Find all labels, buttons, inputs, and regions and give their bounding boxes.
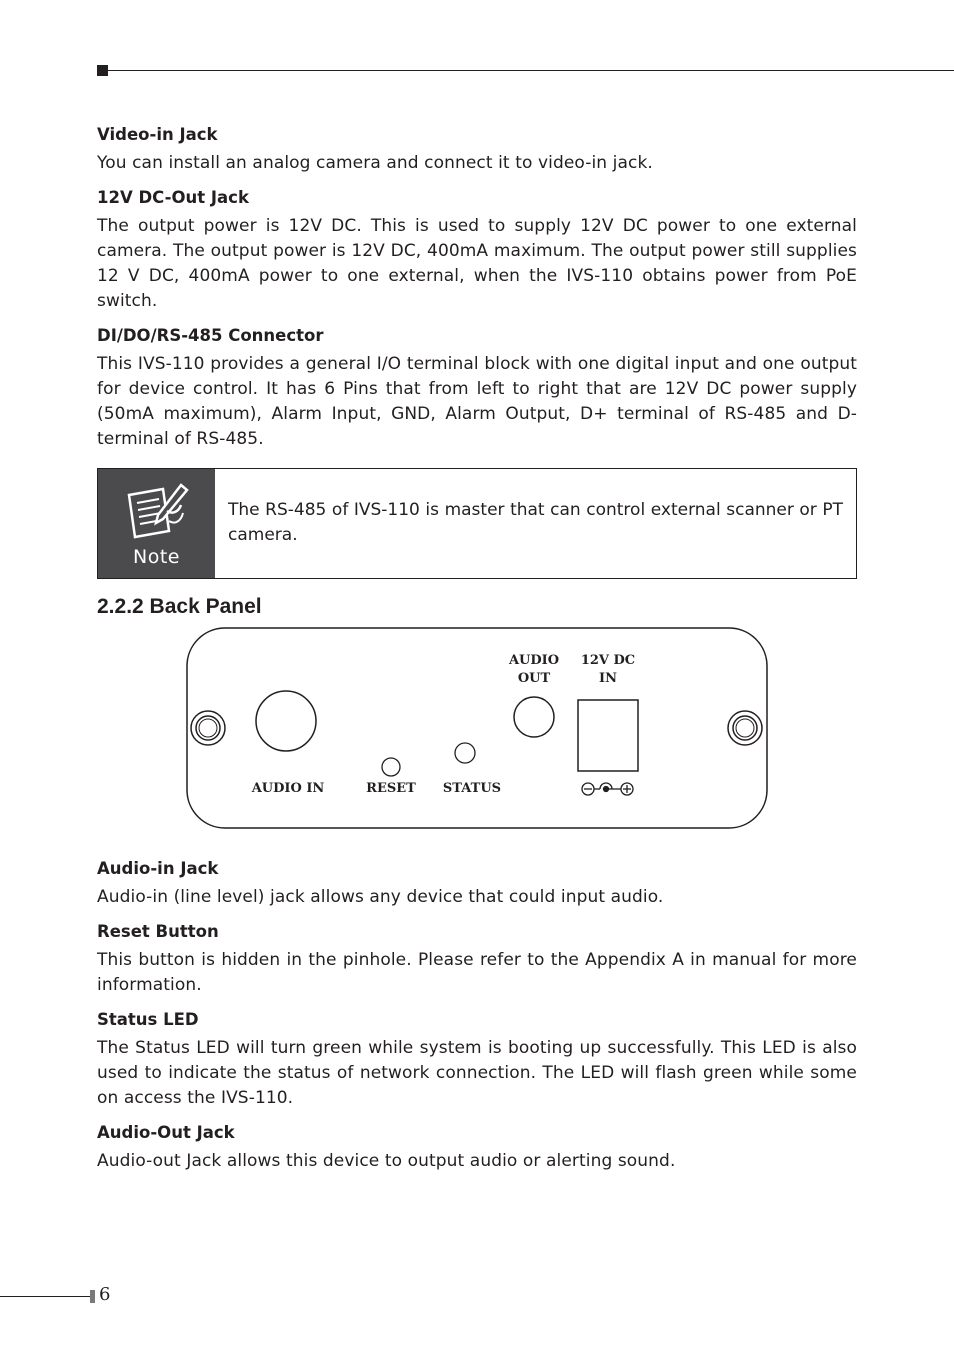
note-icon-cell (98, 469, 215, 578)
note-box (97, 468, 857, 579)
footer-rule (0, 1296, 90, 1297)
right-screw-icon (728, 711, 762, 745)
page-content (97, 122, 857, 1183)
back-panel-diagram (97, 624, 857, 842)
status-led-heading: Status LED (97, 1010, 199, 1029)
note-label: Note (133, 546, 180, 568)
back-panel-drawing (97, 624, 857, 842)
note-text: The RS-485 of IVS-110 is master that can control external scanner or PT camera. (228, 500, 843, 545)
dc-in-socket (578, 700, 638, 771)
status-led (455, 743, 475, 763)
reset-label: RESET (366, 781, 416, 796)
reset-text: This button is hidden in the pinhole. Please refer to the Appendix A in manual for more information. (97, 950, 857, 995)
back-panel-heading: 2.2.2 Back Panel (97, 595, 262, 618)
header-marker (97, 65, 108, 76)
audio-in-label: AUDIO IN (251, 781, 325, 796)
page-number: 6 (99, 1284, 111, 1305)
video-in-text: You can install an analog camera and connect it to video-in jack. (97, 153, 653, 173)
dio-heading: DI/DO/RS-485 Connector (97, 326, 324, 345)
panel-outline (187, 628, 767, 828)
audio-out-heading: Audio-Out Jack (97, 1123, 235, 1142)
dc-out-text: The output power is 12V DC. This is used to supply 12V DC power to one external camera. The output power is 12V DC, 400mA maximum. The output power still supplies 12 V DC, 400mA power to one external, when the IVS-110 obtains power from PoE switch. (97, 216, 857, 311)
dio-text: This IVS-110 provides a general I/O terminal block with one digital input and one output for device control. It has 6 Pins that from left to right that are 12V DC power supply (50mA maximum), Alarm Input, GND, Alarm Output, D+ terminal of RS-485 and D- terminal of RS-485. (97, 354, 857, 449)
audio-out-label-line2: OUT (517, 671, 551, 686)
status-label: STATUS (442, 781, 502, 796)
reset-heading: Reset Button (97, 922, 219, 941)
left-screw-icon (191, 711, 225, 745)
video-in-heading: Video-in Jack (97, 125, 218, 144)
footer-marker (90, 1290, 95, 1303)
status-led-text: The Status LED will turn green while system is booting up successfully. This LED is also used to indicate the status of network connection. The LED will flash green while some on access the IVS-110. (97, 1038, 857, 1108)
audio-out-text: Audio-out Jack allows this device to output audio or alerting sound. (97, 1151, 676, 1171)
audio-out-label (501, 652, 567, 688)
audio-out-jack (514, 697, 554, 737)
header-rule (108, 70, 954, 71)
audio-in-jack (256, 691, 316, 751)
reset-pinhole (382, 758, 400, 776)
dc-in-label-line1: 12V DC (580, 653, 636, 668)
audio-out-label-line1: AUDIO (508, 653, 560, 668)
lower-sections (97, 856, 857, 1174)
note-pen-icon (123, 481, 191, 543)
audio-in-heading: Audio-in Jack (97, 859, 219, 878)
dc-in-label (572, 652, 644, 688)
polarity-icon (582, 783, 633, 795)
audio-in-text: Audio-in (line level) jack allows any device that could input audio. (97, 887, 664, 907)
dc-in-label-line2: IN (599, 671, 617, 686)
dc-out-heading: 12V DC-Out Jack (97, 188, 249, 207)
